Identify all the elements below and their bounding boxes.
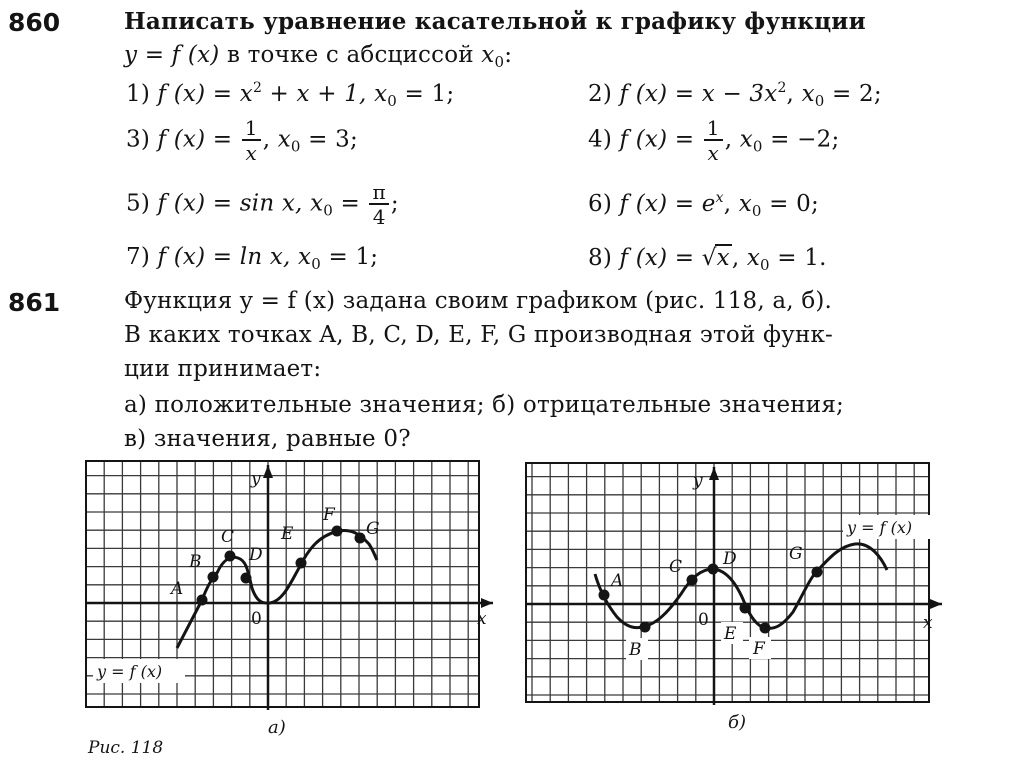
- point-b: [208, 572, 219, 583]
- item-number: 1): [126, 81, 151, 107]
- item-x0-sub: 0: [290, 137, 301, 156]
- exercise-item-4: [588, 118, 839, 163]
- statement-text: в точке с абсциссой: [226, 42, 474, 68]
- item-x0: x: [739, 126, 753, 153]
- item-formula: f (x) = sin x,: [157, 190, 303, 217]
- label-c: C: [221, 527, 235, 547]
- label-a: A: [171, 579, 184, 599]
- label-a: A: [611, 571, 624, 591]
- origin-label: 0: [251, 609, 262, 629]
- item-x0-sub: 0: [751, 202, 762, 220]
- item-formula: f (x) = e: [619, 191, 716, 217]
- point-c: [225, 551, 236, 562]
- points-b: [599, 564, 823, 634]
- y-axis-label: y: [693, 471, 703, 491]
- item-x0-sub: 0: [814, 92, 825, 110]
- problem-861-line-4: а) положительные значения; б) отрицательные значения;: [124, 392, 844, 418]
- item-exponent: 2: [252, 80, 263, 96]
- point-g: [355, 533, 366, 544]
- sqrt-sign: √: [701, 245, 717, 271]
- label-g: G: [366, 519, 380, 539]
- function-label-b: y = f (x): [847, 518, 913, 537]
- item-exponent: x: [715, 190, 724, 206]
- problem-861-line-5: в) значения, равные 0?: [124, 426, 411, 452]
- caption-a: а): [268, 717, 286, 738]
- y-axis-arrow: [263, 465, 273, 478]
- label-e: E: [281, 524, 294, 544]
- fraction-numerator: π: [369, 182, 388, 205]
- exercise-item-7: [126, 244, 378, 273]
- item-x0-sub: 0: [760, 256, 770, 274]
- point-e: [740, 603, 751, 614]
- item-number: 7): [126, 244, 151, 270]
- item-rest: ,: [723, 191, 732, 217]
- x-axis-label: x: [477, 609, 487, 629]
- sqrt-radicand: x: [716, 245, 730, 271]
- point-f: [760, 623, 771, 634]
- item-formula: f (x) = x − 3x: [619, 81, 778, 107]
- point-a: [197, 595, 208, 606]
- item-number: 3): [126, 126, 151, 153]
- item-number: 4): [588, 126, 613, 153]
- exercise-item-3: [126, 118, 358, 163]
- item-rest: ,: [262, 126, 271, 153]
- item-rest: ,: [724, 126, 733, 153]
- item-formula: f (x) =: [157, 126, 240, 153]
- problem-860-number: 860: [8, 8, 61, 37]
- point-f: [332, 526, 343, 537]
- item-x0-value: = 1;: [320, 244, 379, 270]
- label-c: C: [669, 557, 683, 577]
- item-rest: ,: [786, 81, 795, 107]
- function-notation: y = f (x): [124, 42, 220, 68]
- label-b: B: [189, 552, 202, 572]
- fraction: [242, 118, 261, 163]
- point-a: [599, 590, 610, 601]
- item-x0-sub: 0: [323, 201, 333, 220]
- point-e: [296, 558, 307, 569]
- exercise-item-6: [588, 190, 819, 220]
- y-axis-arrow: [709, 467, 719, 480]
- label-d: D: [249, 545, 263, 565]
- item-x0: x: [374, 81, 388, 107]
- item-x0: x: [277, 126, 291, 153]
- x0-sub: 0: [494, 53, 505, 71]
- problem-861-number: 861: [8, 288, 61, 317]
- item-rest: ;: [390, 190, 399, 217]
- point-d: [241, 573, 252, 584]
- x0-var: x: [481, 42, 495, 68]
- item-x0-value: = 1.: [769, 245, 827, 271]
- item-x0-sub: 0: [311, 255, 321, 273]
- function-label-a: y = f (x): [97, 662, 163, 681]
- problem-860-statement-line1: Написать уравнение касательной к графику функции: [124, 8, 866, 35]
- x-axis-arrow: [481, 598, 493, 608]
- item-number: 6): [588, 191, 613, 217]
- exercise-item-2: [588, 80, 882, 110]
- point-c: [687, 575, 698, 586]
- problem-861-line-1: Функция y = f (x) задана своим графиком (рис. 118, a, б).: [124, 288, 833, 314]
- point-g: [812, 567, 823, 578]
- fraction-denominator: x: [245, 141, 257, 165]
- problem-860-statement-line2: [124, 42, 512, 71]
- fraction-numerator: 1: [242, 118, 261, 141]
- fraction-denominator: 4: [372, 205, 386, 229]
- item-rest: ,: [731, 245, 740, 271]
- item-number: 5): [126, 190, 151, 217]
- problem-861-line-3: ции принимает:: [124, 356, 322, 382]
- item-x0: x: [746, 245, 761, 271]
- colon: :: [504, 42, 513, 68]
- item-x0: x: [310, 190, 324, 217]
- item-x0: x: [738, 191, 752, 217]
- item-x0-sub: 0: [387, 92, 397, 110]
- item-x0-value: = 0;: [761, 191, 819, 217]
- exercise-item-1: [126, 80, 454, 110]
- problem-861-line-2: В каких точках A, B, C, D, E, F, G производная этой функ-: [124, 322, 834, 348]
- item-number: 2): [588, 81, 613, 107]
- item-rest: + x + 1,: [262, 81, 367, 107]
- x-axis-label: x: [923, 613, 933, 633]
- graph-a: [85, 460, 495, 710]
- label-d: D: [723, 549, 737, 569]
- item-formula: f (x) =: [619, 245, 702, 271]
- item-x0-value: = 2;: [824, 81, 882, 107]
- grid-b: [525, 462, 930, 703]
- label-g: G: [789, 544, 803, 564]
- item-x0: x: [801, 81, 815, 107]
- label-b: B: [629, 640, 642, 660]
- point-b: [640, 622, 651, 633]
- x-axis-arrow: [930, 599, 942, 609]
- fraction-denominator: x: [707, 141, 719, 165]
- origin-label: 0: [698, 610, 709, 630]
- item-exponent: 2: [777, 80, 787, 96]
- label-e: E: [724, 624, 737, 644]
- label-f: F: [753, 639, 765, 659]
- fraction-numerator: 1: [704, 118, 723, 141]
- item-x0-sub: 0: [752, 137, 763, 156]
- y-axis-label: y: [251, 469, 261, 489]
- fraction: [369, 182, 388, 227]
- label-f: F: [323, 505, 335, 525]
- item-formula: f (x) = x: [157, 81, 253, 107]
- fraction: [704, 118, 723, 163]
- item-x0-value: = 3;: [300, 126, 358, 153]
- item-x0-value: = 1;: [397, 81, 455, 107]
- figure-caption: Рис. 118: [88, 738, 164, 758]
- item-equals: =: [332, 190, 368, 217]
- item-number: 8): [588, 245, 613, 271]
- caption-b: б): [728, 712, 747, 733]
- item-formula: f (x) = ln x,: [157, 244, 291, 270]
- exercise-item-5: [126, 182, 399, 227]
- exercise-item-8: [588, 244, 827, 274]
- point-d: [708, 564, 719, 575]
- item-formula: f (x) =: [619, 126, 702, 153]
- graph-b: [525, 462, 945, 705]
- item-x0: x: [298, 244, 312, 270]
- item-x0-value: = −2;: [762, 126, 840, 153]
